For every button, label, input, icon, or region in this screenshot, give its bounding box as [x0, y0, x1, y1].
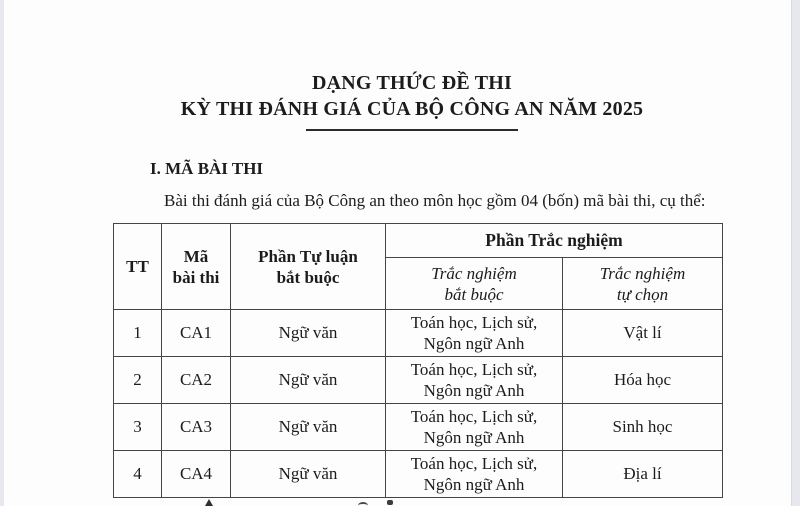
text-line: bắt buộc [444, 284, 504, 304]
cutoff-glyph-top [387, 500, 393, 505]
cell-stt: 1 [114, 310, 162, 357]
cutoff-glyph-top [205, 499, 213, 506]
cell-essay-subject: Ngữ văn [231, 451, 386, 498]
table-row [114, 451, 723, 498]
cell-elective-subject: Địa lí [563, 451, 723, 498]
document-title-block [34, 70, 790, 131]
cell-mandatory-subjects [386, 310, 563, 357]
text-line: Ngôn ngữ Anh [423, 381, 525, 400]
cell-exam-code: CA2 [162, 357, 231, 404]
text-line: Toán học, Lịch sử, [410, 407, 538, 426]
col-header-essay [231, 224, 386, 310]
document-title-line1: DẠNG THỨC ĐỀ THI [311, 72, 513, 94]
table-row [114, 357, 723, 404]
cell-stt: 3 [114, 404, 162, 451]
page-edge-right [791, 0, 800, 506]
document-title-line2: KỲ THI ĐÁNH GIÁ CỦA BỘ CÔNG AN NĂM 2025 [180, 98, 644, 120]
cell-mandatory-subjects [386, 451, 563, 498]
text-line: Toán học, Lịch sử, [410, 454, 538, 473]
col-subheader-mc-elective [563, 258, 723, 310]
text-line: bài thi [172, 267, 220, 287]
text-line: tự chọn [616, 284, 669, 304]
cell-exam-code: CA3 [162, 404, 231, 451]
title-underline-rule [306, 129, 518, 131]
page-edge-left [0, 0, 4, 506]
text-line: Ngôn ngữ Anh [423, 334, 525, 353]
text-line: Ngôn ngữ Anh [423, 428, 525, 447]
cell-elective-subject: Vật lí [563, 310, 723, 357]
col-header-multiple-choice-group: Phần Trắc nghiệm [386, 224, 723, 258]
text-line: Trắc nghiệm [599, 263, 686, 283]
text-line: Phần Tự luận [258, 246, 358, 266]
cell-mandatory-subjects [386, 357, 563, 404]
text-line: Toán học, Lịch sử, [410, 313, 538, 332]
cell-mandatory-subjects [386, 404, 563, 451]
table-row [114, 404, 723, 451]
text-line: bắt buộc [276, 267, 340, 287]
col-header-tt: TT [114, 224, 162, 310]
cell-essay-subject: Ngữ văn [231, 310, 386, 357]
col-subheader-mc-mandatory [386, 258, 563, 310]
text-line: Toán học, Lịch sử, [410, 360, 538, 379]
cell-elective-subject: Hóa học [563, 357, 723, 404]
table-row [114, 310, 723, 357]
text-line: Mã [183, 246, 209, 266]
table-header-row-1 [114, 224, 723, 258]
cell-stt: 4 [114, 451, 162, 498]
cell-exam-code: CA4 [162, 451, 231, 498]
text-line: Ngôn ngữ Anh [423, 475, 525, 494]
cell-stt: 2 [114, 357, 162, 404]
cell-essay-subject: Ngữ văn [231, 357, 386, 404]
intro-paragraph: Bài thi đánh giá của Bộ Công an theo môn học gồm 04 (bốn) mã bài thi, cụ thể: [164, 191, 706, 210]
cutoff-glyph-top [358, 502, 368, 506]
cell-elective-subject: Sinh học [563, 404, 723, 451]
text-line: Trắc nghiệm [431, 263, 517, 283]
exam-codes-table [113, 223, 723, 498]
cell-essay-subject: Ngữ văn [231, 404, 386, 451]
cell-exam-code: CA1 [162, 310, 231, 357]
col-header-exam-code [162, 224, 231, 310]
section-heading: I. MÃ BÀI THI [150, 159, 264, 178]
